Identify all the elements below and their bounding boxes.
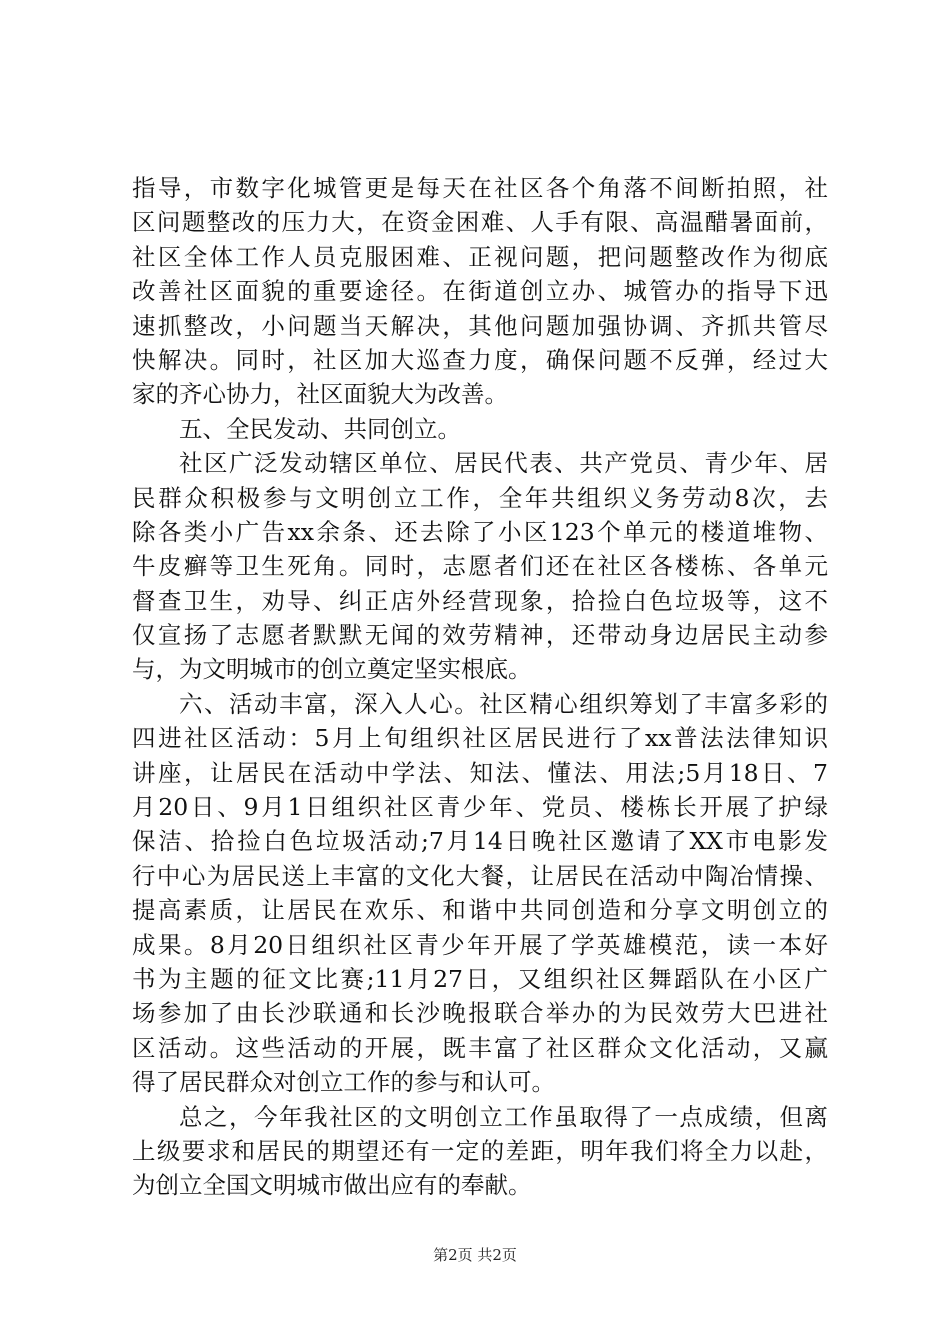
text-line: 提高素质，让居民在欢乐、和谐中共同创造和分享文明创立的	[132, 896, 828, 925]
text-line: 行中心为居民送上丰富的文化大餐，让居民在活动中陶冶情操、	[132, 861, 828, 890]
text-line: 书为主题的征文比赛;11月27日，又组织社区舞蹈队在小区广	[132, 964, 828, 993]
text-line: 仅宣扬了志愿者默默无闻的效劳精神，还带动身边居民主动参	[132, 621, 828, 650]
text-line: 改善社区面貌的重要途径。在街道创立办、城管办的指导下迅	[132, 277, 828, 306]
text-line: 区问题整改的压力大，在资金困难、人手有限、高温醋暑面前，	[132, 208, 828, 237]
text-line: 保洁、拾捡白色垃圾活动;7月14日晚社区邀请了XX市电影发	[132, 827, 828, 856]
page-footer: 第2页 共2页	[433, 1246, 517, 1264]
text-line: 社区全体工作人员克服困难、正视问题，把问题整改作为彻底	[132, 242, 828, 271]
text-line: 四进社区活动：5月上旬组织社区居民进行了xx普法法律知识	[132, 724, 828, 753]
text-line: 与，为文明城市的创立奠定坚实根底。	[132, 655, 532, 684]
text-line: 除各类小广告xx余条、还去除了小区123个单元的楼道堆物、	[132, 517, 828, 546]
text-line: 快解决。同时，社区加大巡查力度，确保问题不反弹，经过大	[132, 345, 828, 374]
text-line: 总之，今年我社区的文明创立工作虽取得了一点成绩，但离	[179, 1102, 828, 1131]
text-line: 六、活动丰富，深入人心。社区精心组织筹划了丰富多彩的	[179, 689, 828, 718]
text-line: 月20日、9月1日组织社区青少年、党员、楼栋长开展了护绿	[132, 793, 828, 822]
text-line: 场参加了由长沙联通和长沙晚报联合举办的为民效劳大巴进社	[132, 999, 828, 1028]
text-line: 成果。8月20日组织社区青少年开展了学英雄模范，读一本好	[132, 930, 828, 959]
document-body	[132, 171, 828, 1203]
text-line: 得了居民群众对创立工作的参与和认可。	[132, 1068, 555, 1097]
text-line: 为创立全国文明城市做出应有的奉献。	[132, 1171, 532, 1200]
text-line: 上级要求和居民的期望还有一定的差距，明年我们将全力以赴，	[132, 1136, 828, 1165]
text-line: 指导，市数字化城管更是每天在社区各个角落不间断拍照，社	[132, 174, 828, 202]
text-line: 民群众积极参与文明创立工作，全年共组织义务劳动8次，去	[132, 483, 828, 512]
text-line: 家的齐心协力，社区面貌大为改善。	[132, 380, 508, 409]
text-line: 社区广泛发动辖区单位、居民代表、共产党员、青少年、居	[179, 449, 828, 478]
text-line: 速抓整改，小问题当天解决，其他问题加强协调、齐抓共管尽	[132, 311, 828, 340]
text-line: 讲座，让居民在活动中学法、知法、懂法、用法;5月18日、7	[132, 758, 828, 787]
text-line: 督查卫生，劝导、纠正店外经营现象，拾捡白色垃圾等，这不	[132, 586, 828, 615]
text-line: 区活动。这些活动的开展，既丰富了社区群众文化活动，又赢	[132, 1033, 828, 1062]
text-line: 五、全民发动、共同创立。	[179, 414, 461, 443]
text-line: 牛皮癣等卫生死角。同时，志愿者们还在社区各楼栋、各单元	[132, 552, 828, 581]
